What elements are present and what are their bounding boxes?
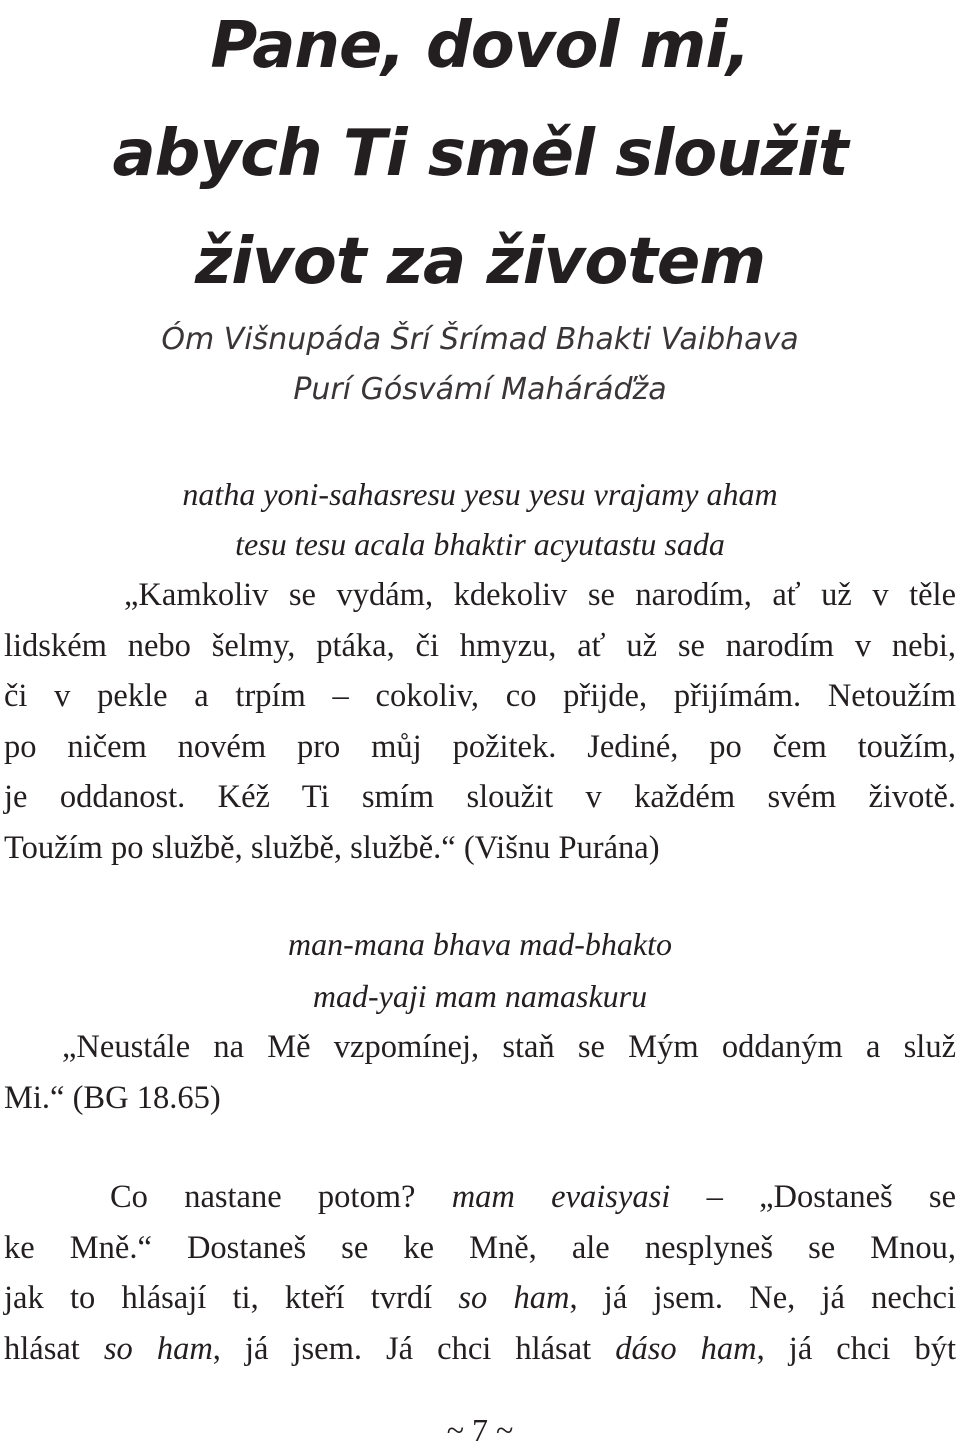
chapter-title-line-2: abych Ti směl sloužit [112,117,848,191]
paragraph-line [4,1172,956,1223]
translation-line: „Kamkoliv se vydám, kdekoliv se narodím, ať už v těle [124,577,956,613]
translation-line: či v pekle a trpím – cokoliv, co přijde, přijímám. Netoužím [4,678,956,714]
sanskrit-term: mam evaisyasi [451,1179,671,1215]
paragraph-text: hlásat [4,1330,80,1367]
paragraph-text: jak to hlásají ti, kteří tvrdí [4,1280,433,1316]
translation-line: je oddanost. Kéž Ti smím sloužit v každém svém životě. [4,779,956,815]
sanskrit-term: so ham [103,1330,213,1367]
translation-line: „Neustále na Mě vzpomínej, staň se Mým oddaným a služ [62,1029,956,1065]
paragraph-text: , já jsem. Ne, já nechci [569,1280,956,1316]
verse-2-translation [4,1022,956,1123]
sanskrit-verse-1-line-2: tesu tesu acala bhaktir acyutastu sada [235,526,725,562]
translation-line: Mi.“ (BG 18.65) [4,1079,221,1116]
author-line-1: Óm Višnupáda Šrí Šrímad Bhakti Vaibhava [161,322,799,357]
paragraph-text: , já chci být [756,1330,957,1367]
paragraph-text: – „Dostaneš se [706,1179,956,1215]
sanskrit-verse-1-line-1: natha yoni-sahasresu yesu yesu vrajamy aham [182,476,778,512]
chapter-title-line-1: Pane, dovol mi, [210,9,750,83]
verse-1-translation [4,570,956,873]
translation-line: lidském nebo šelmy, ptáka, či hmyzu, ať už se narodím v nebi, [4,627,956,664]
paragraph-text: , já jsem. Já chci hlásat [212,1330,592,1367]
paragraph-line [4,1324,956,1375]
translation-line: po ničem novém pro můj požitek. Jediné, po čem toužím, [4,728,956,765]
page-number: ~ 7 ~ [446,1412,514,1448]
author-line-2: Purí Gósvámí Maháráďža [293,372,667,407]
translation-line: Toužím po službě, službě, službě.“ (Višnu Purána) [4,829,660,866]
sanskrit-term: so ham [458,1280,570,1316]
paragraph-line [4,1273,956,1324]
paragraph-line: ke Mně.“ Dostaneš se ke Mně, ale nesplyneš se Mnou, [4,1229,956,1266]
chapter-title-line-3: život za životem [194,225,766,299]
paragraph-text: Co nastane potom? [110,1179,416,1215]
commentary-paragraph [4,1172,956,1374]
sanskrit-verse-2-line-1: man-mana bhava mad-bhakto [288,926,672,962]
sanskrit-verse-2-line-2: mad-yaji mam namaskuru [312,978,648,1014]
sanskrit-term: dáso ham [615,1330,757,1367]
